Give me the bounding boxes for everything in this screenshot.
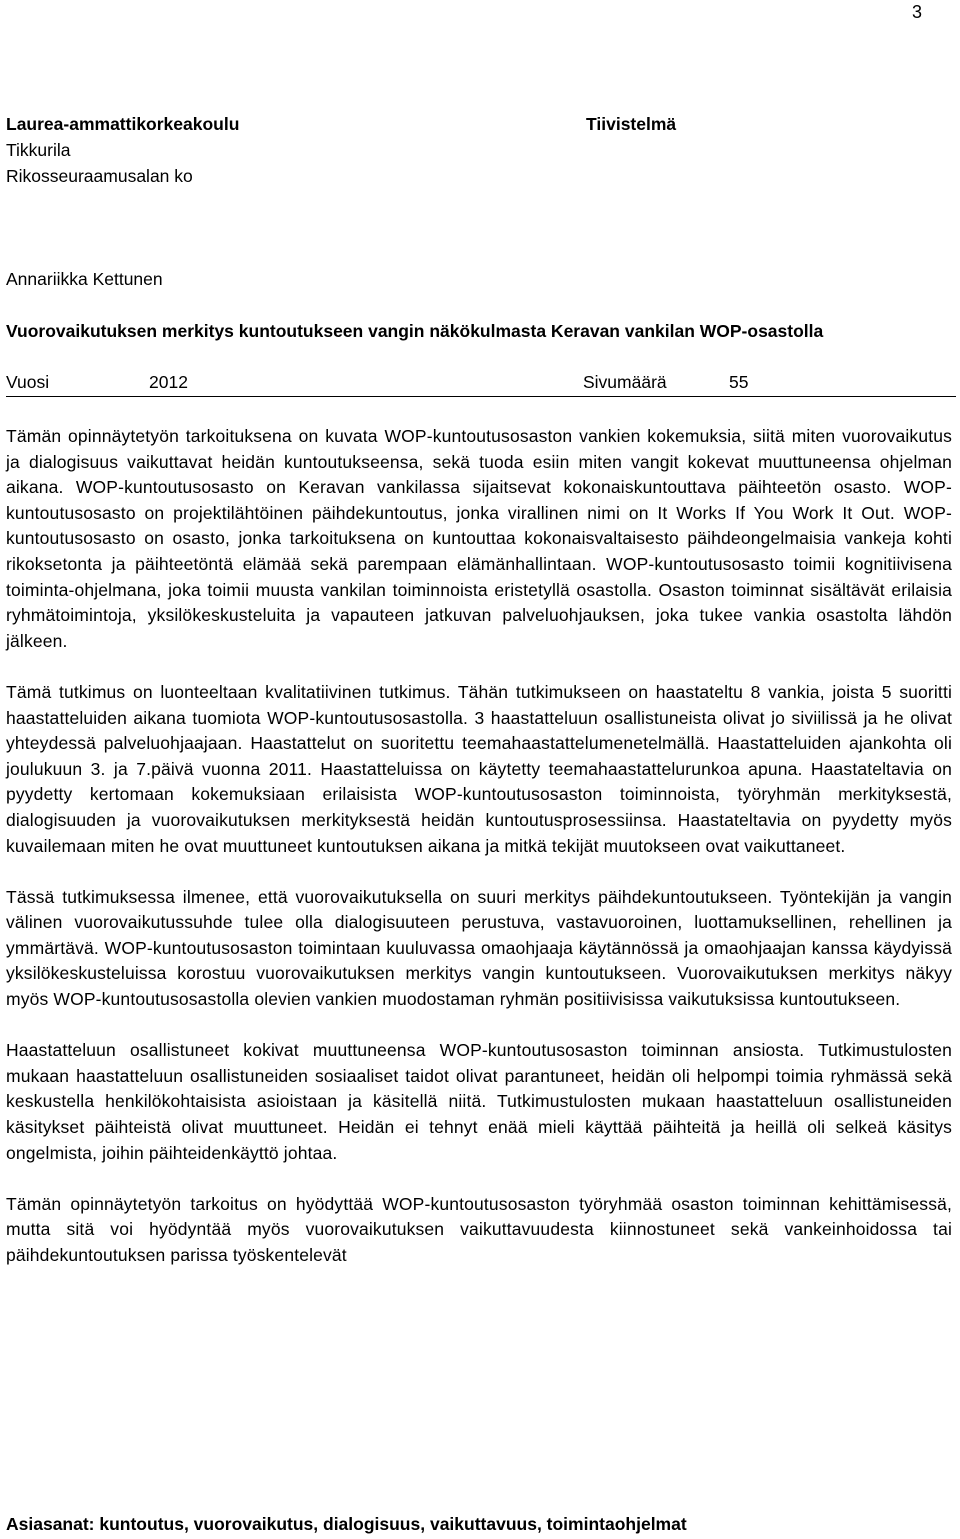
abstract-paragraph: Tämän opinnäytetyön tarkoituksena on kuvata WOP-kuntoutusosaston vankien kokemuksia, siitä miten vuorovaikutus ja dialogisuus vaikuttavat heidän kuntoutukseensa, sekä tuoda esiin miten vangit kokevat muuttuneensa ohjelman aikana. WOP-kuntoutusosasto on Keravan vankilassa sijaitsevat kokonaiskuntouttava päihteetön osasto. WOP-kuntoutusosasto on projektilähtöinen päihdekuntoutus, jonka virallinen nimi on It Works If You Work It Out. WOP-kuntoutusosasto on osasto, jonka tarkoituksena on kuntouttaa kokonaisvaltaisesto päihdeongelmaisia vankeja kohti rikoksetonta ja päihteetöntä elämää sekä parempaan elämänhallintaan. WOP-kuntoutusosasto toimii kognitiivisena toiminta-ohjelmana, joka toimii muusta vankilan toiminnoista eristetyllä osastolla. Osaston toiminnat sisältävät erilaisia ryhmätoimintoja, yksilökeskusteluita ja vapauteen jatkuvan palveluohjauksen, joka tukee vankia osastolta lähdön jälkeen. [6, 426, 952, 651]
abstract-paragraph: Tämän opinnäytetyön tarkoitus on hyödyttää WOP-kuntoutusosaston työryhmää osaston toiminnan kehittämisessä, mutta sitä voi hyödyntää myös vuorovaikutuksen vaikuttavuudesta kiinnostuneet sekä vankeinhoidossa tai päihdekuntoutuksen parissa työskentelevät [6, 1193, 952, 1265]
abstract-body [6, 424, 952, 1294]
page-count-value: 55 [729, 372, 749, 392]
campus-name: Tikkurila [6, 140, 71, 160]
abstract-paragraph: Haastatteluun osallistuneet kokivat muuttuneensa WOP-kuntoutusosaston toiminnan ansiosta. Tutkimustulosten mukaan haastatteluun osallistuneiden sosiaaliset taidot olivat parantuneet, heidän oli helpompi toimia ryhmässä sekä keskustella henkilökohtaisista asioistaan ja käsitellä niitä. Tutkimustulosten mukaan haastatteluun osallistuneiden käsitykset päihteistä olivat muuttuneet. Heidän ei tehnyt enää mieli käyttää päihteitä ja heillä oli selkeä käsitys ongelmista, joihin päihteidenkäyttö johtaa. [6, 1040, 952, 1163]
document-type: Tiivistelmä [586, 114, 677, 134]
abstract-paragraph: Tämä tutkimus on luonteeltaan kvalitatiivinen tutkimus. Tähän tutkimukseen on haastateltu 8 vankia, joista 5 suoritti haastatteluiden aikana tuomiota WOP-kuntoutusosastolla. 3 haastatteluun osallistuneista olivat jo siviilissä ja he olivat yhteydessä palveluohjaajaan. Haastattelut on suoritettu teemahaastattelumenetelmällä. Haastatteluiden ajankohta oli joulukuun 3. ja 7.päivä vuonna 2011. Haastatteluissa on käytetty teemahaastattelurunkoa apuna. Haastateltavia on pyydetty kertomaan kokemuksiaan erilaisista WOP-kuntoutusosaston toiminnoista, työryhmän merkityksestä, dialogisuuden ja vuorovaikutuksen merkityksestä heidän kuntoutusprosessiinsa. Haastateltavia on pyydetty myös kuvailemaan miten he ovat muuttuneet kuntoutuksen aikana ja mitkä tekijät muutokseen ovat vaikuttaneet. [6, 681, 952, 856]
keywords: Asiasanat: kuntoutus, vuorovaikutus, dialogisuus, vaikuttavuus, toimintaohjelmat [6, 1514, 687, 1534]
author-name: Annariikka Kettunen [6, 269, 163, 289]
document-header [6, 111, 239, 189]
program-name: Rikosseuraamusalan ko [6, 166, 193, 186]
meta-row [6, 370, 956, 397]
page-number: 3 [911, 2, 922, 22]
abstract-paragraph: Tässä tutkimuksessa ilmenee, että vuorovaikutuksella on suuri merkitys päihdekuntoutukseen. Työntekijän ja vangin välinen vuorovaikutussuhde tulee olla dialogisuuteen perustuva, vastavuoroinen, luottamuksellinen, rehellinen ja ymmärtävä. WOP-kuntoutusosaston toimintaan kuuluvassa omaohjaaja käytännössä ja omaohjaajan kanssa käydyissä yksilökeskusteluissa korostuu vuorovaikutuksen merkitys vangin kuntoutukseen. Vuorovaikutuksen merkitys näkyy myös WOP-kuntoutusosastolla olevien vankien muodostaman ryhmän positiivisissa vaikutuksissa kuntoutukseen. [6, 886, 952, 1010]
thesis-title: Vuorovaikutuksen merkitys kuntoutukseen vangin näkökulmasta Keravan vankilan WOP-osastolla [6, 321, 824, 341]
year-label: Vuosi [6, 372, 50, 392]
year-value: 2012 [149, 372, 188, 392]
page-count-label: Sivumäärä [583, 372, 667, 392]
institution-name: Laurea-ammattikorkeakoulu [6, 114, 240, 134]
